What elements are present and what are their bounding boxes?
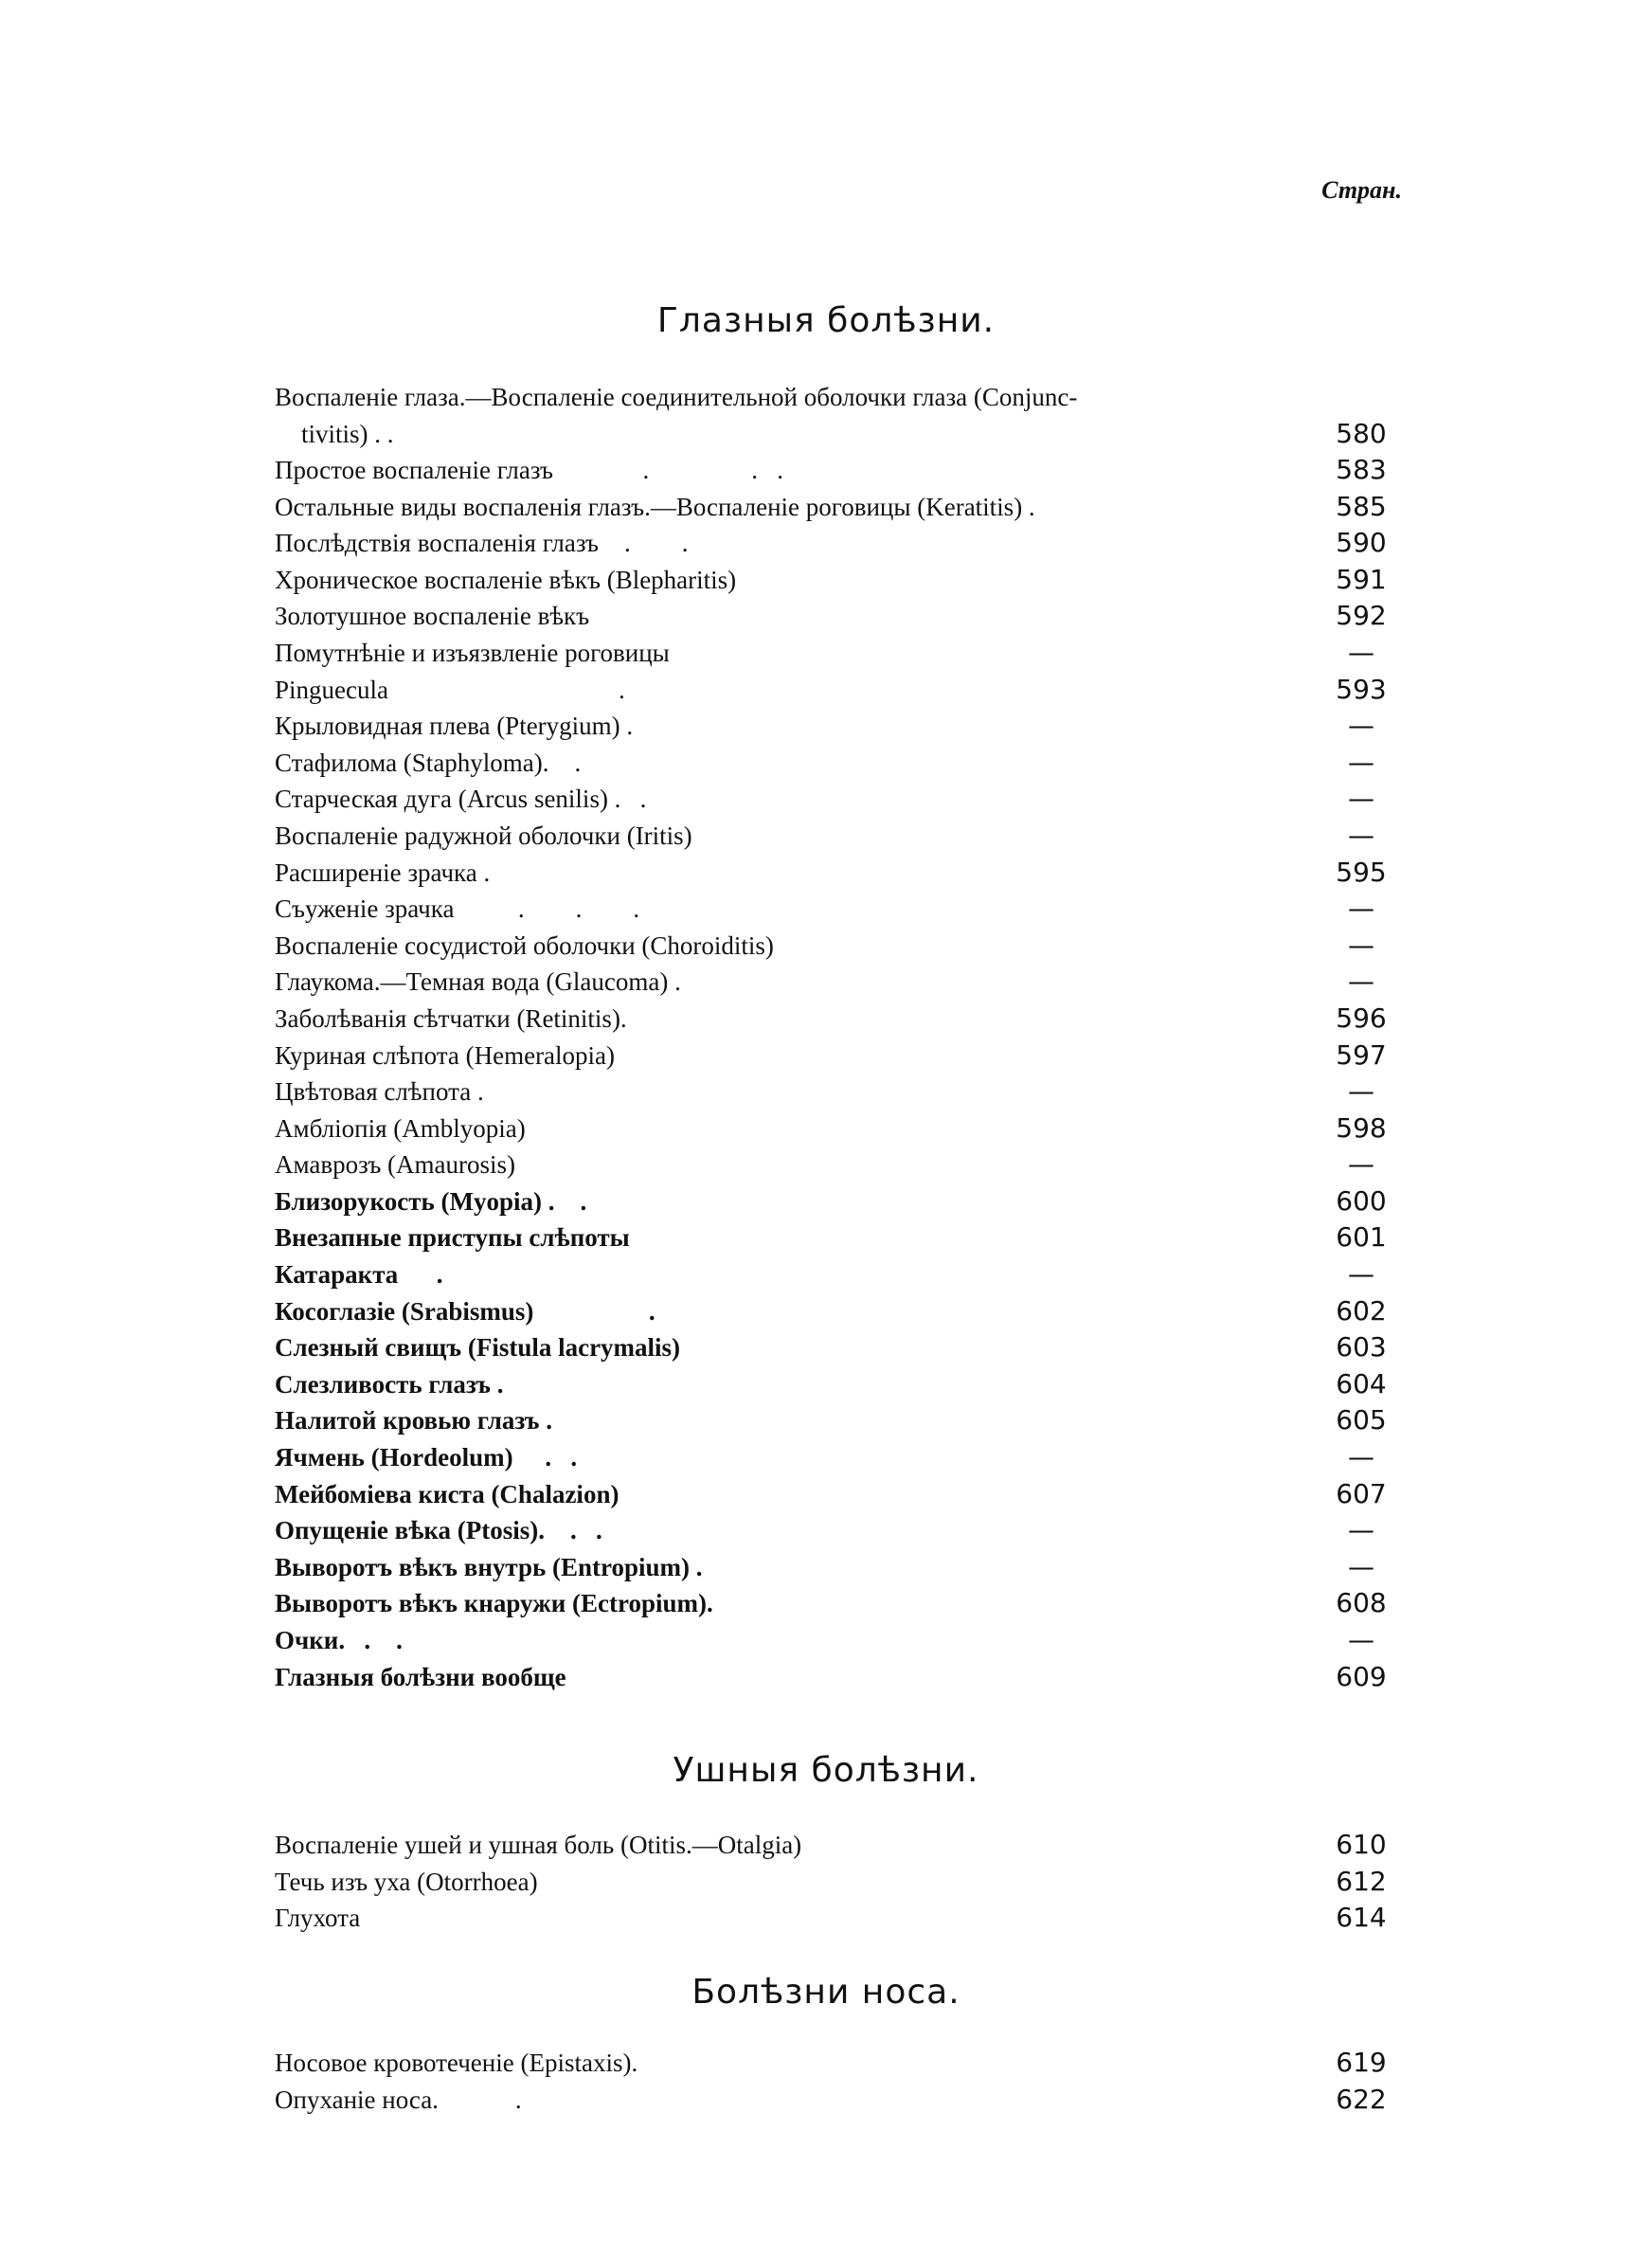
- toc-entry: [275, 1585, 1404, 1622]
- toc-entry: [275, 1366, 1404, 1403]
- toc-entry: [275, 781, 1404, 818]
- toc-entry-page: —: [1348, 929, 1374, 961]
- toc-entry: [275, 598, 1404, 635]
- toc-entry-title: Pinguecula .: [275, 675, 625, 704]
- toc-entry-title: Воспаленіе радужной оболочки (Iritis): [275, 821, 692, 850]
- toc-entry: [275, 672, 1404, 709]
- toc-entry-page: 610: [1336, 1829, 1387, 1860]
- section-title-eye-diseases: Глазныя болѣзни.: [656, 301, 996, 340]
- toc-entry-page: 595: [1336, 856, 1387, 888]
- toc-entry: [275, 379, 1404, 452]
- toc-entry-title: Катаракта .: [275, 1260, 443, 1290]
- toc-entry-title: Помутнѣніе и изъязвленіе роговицы: [275, 638, 670, 667]
- toc-entry-title: Хроническое воспаленіе вѣкъ (Blepharitis): [275, 565, 737, 594]
- toc-entry-title: Амбліопія (Amblyopia): [275, 1113, 526, 1143]
- toc-entry: [275, 525, 1404, 562]
- toc-entry-title: Близорукость (Myopia) . .: [275, 1186, 587, 1216]
- toc-entry-page: 603: [1336, 1331, 1387, 1363]
- toc-entry-title: Опуханіе носа. .: [275, 2085, 522, 2114]
- toc-entry-title: Послѣдствія воспаленія глазъ . .: [275, 529, 689, 558]
- toc-entry-page: 593: [1336, 673, 1387, 705]
- toc-entry-title: Амаврозъ (Amaurosis): [275, 1150, 516, 1180]
- toc-entry-page: 601: [1336, 1221, 1387, 1254]
- toc-entry-page: —: [1348, 1514, 1374, 1546]
- toc-entry: [275, 1476, 1404, 1513]
- toc-entry: [275, 855, 1404, 892]
- toc-entry-title: Золотушное воспаленіе вѣкъ: [275, 602, 590, 631]
- toc-entry-title: Расширеніе зрачка .: [275, 858, 491, 887]
- toc-entry-page: 607: [1336, 1477, 1387, 1509]
- toc-entry: [275, 1038, 1404, 1074]
- toc-entry-page: 583: [1336, 454, 1387, 485]
- toc-entry-title: Цвѣтовая слѣпота .: [275, 1077, 484, 1107]
- toc-entry-title: Остальные виды воспаленія глазъ.—Воспаленіе роговицы (Keratitis) .: [275, 492, 1035, 521]
- toc-entry-title: Ячмень (Hordeolum) . .: [275, 1443, 578, 1472]
- toc-entry-page: 592: [1336, 600, 1387, 632]
- toc-list-ear-diseases: [275, 1827, 1404, 1937]
- toc-entry-title: Стафилома (Staphyloma). .: [275, 748, 582, 777]
- toc-entry-page: —: [1348, 1550, 1374, 1582]
- toc-entry-title: Воспаленіе сосудистой оболочки (Choroiditis): [275, 930, 774, 960]
- toc-entry-page: 596: [1336, 1002, 1387, 1034]
- toc-entry: [275, 1900, 1404, 1937]
- toc-entry: [275, 1147, 1404, 1183]
- toc-entry: [275, 2045, 1404, 2082]
- toc-entry: [275, 562, 1404, 599]
- toc-entry-page: 604: [1336, 1367, 1387, 1399]
- toc-entry: [275, 1293, 1404, 1330]
- toc-entry-page: 580: [1336, 417, 1387, 449]
- toc-entry-page: —: [1348, 966, 1374, 998]
- toc-entry: [275, 2082, 1404, 2119]
- toc-entry: [275, 635, 1404, 672]
- toc-entry-page: 614: [1336, 1902, 1387, 1934]
- toc-entry-page: 585: [1336, 490, 1387, 522]
- toc-entry-page: —: [1348, 636, 1374, 668]
- page-column-header: Стран.: [1321, 176, 1402, 204]
- toc-entry-title: Старческая дуга (Arcus senilis) . .: [275, 785, 647, 814]
- toc-entry-title: Заболѣванія сѣтчатки (Retinitis).: [275, 1003, 627, 1033]
- toc-entry: [275, 1827, 1404, 1864]
- toc-entry-title: Косоглазіе (Srabismus) .: [275, 1296, 655, 1326]
- toc-entry-title: Выворотъ вѣкъ внутрь (Entropium) .: [275, 1552, 703, 1581]
- toc-entry: [275, 1622, 1404, 1659]
- toc-entry: [275, 1074, 1404, 1110]
- toc-entry-title: Опущеніе вѣка (Ptosis). . .: [275, 1516, 602, 1545]
- toc-entry-title: Мейбоміева киста (Chalazion): [275, 1479, 620, 1508]
- toc-entry: [275, 1659, 1404, 1696]
- toc-entry: [275, 1001, 1404, 1038]
- toc-entry: [275, 818, 1404, 855]
- toc-entry-page: —: [1348, 746, 1374, 778]
- toc-entry-page: 609: [1336, 1660, 1387, 1692]
- toc-entry: [275, 891, 1404, 928]
- toc-entry-page: 597: [1336, 1038, 1387, 1071]
- toc-entry-page: —: [1348, 819, 1374, 851]
- toc-entry: [275, 1219, 1404, 1256]
- toc-entry-title: Слезный свищъ (Fistula lacrymalis): [275, 1333, 681, 1363]
- toc-entry-page: —: [1348, 783, 1374, 815]
- toc-entry-page: —: [1348, 1075, 1374, 1108]
- toc-entry: [275, 1549, 1404, 1586]
- toc-entry-title: Крыловидная плева (Pterygium) .: [275, 712, 634, 741]
- toc-entry-page: —: [1348, 893, 1374, 925]
- toc-entry-page: 608: [1336, 1587, 1387, 1619]
- toc-entry: [275, 928, 1404, 965]
- section-title-nose-diseases: Болѣзни носа.: [691, 1973, 961, 2012]
- toc-entry-title: Простое воспаленіе глазъ . . .: [275, 456, 784, 484]
- toc-entry-page: 590: [1336, 527, 1387, 559]
- toc-entry-title: Глазныя болѣзни вообще: [275, 1662, 566, 1691]
- toc-entry: [275, 452, 1404, 489]
- toc-entry: [275, 489, 1404, 526]
- toc-entry-title: Слезливость глазъ .: [275, 1369, 504, 1399]
- toc-entry-title: Съуженіе зрачка . . .: [275, 894, 640, 924]
- toc-entry: [275, 964, 1404, 1001]
- toc-entry: [275, 1183, 1404, 1220]
- toc-entry: [275, 745, 1404, 782]
- toc-entry-title: Внезапные приступы слѣпоты: [275, 1223, 630, 1253]
- toc-entry-title: Воспаленіе ушей и ушная боль (Otitis.—Otalgia): [275, 1831, 802, 1859]
- toc-entry: [275, 1512, 1404, 1549]
- toc-entry-page: —: [1348, 1441, 1374, 1473]
- toc-entry-page: 619: [1336, 2047, 1387, 2078]
- toc-entry-title: Воспаленіе глаза.—Воспаленіе соединительной оболочки глаза (Conjunc- tivitis) . .: [275, 383, 1078, 448]
- section-title-ear-diseases: Ушныя болѣзни.: [673, 1751, 979, 1790]
- toc-entry-title: Куриная слѣпота (Hemeralopia): [275, 1040, 616, 1070]
- toc-entry-title: Выворотъ вѣкъ кнаружи (Ectropium).: [275, 1589, 713, 1618]
- toc-entry-page: 602: [1336, 1294, 1387, 1327]
- toc-entry-page: 622: [1336, 2083, 1387, 2115]
- toc-entry-page: —: [1348, 1258, 1374, 1291]
- toc-entry-title: Носовое кровотеченіе (Epistaxis).: [275, 2049, 638, 2077]
- toc-entry-title: Глухота: [275, 1904, 361, 1933]
- toc-entry-page: 591: [1336, 563, 1387, 595]
- toc-entry: [275, 708, 1404, 745]
- toc-entry: [275, 1329, 1404, 1366]
- toc-entry-title: Налитой кровью глазъ .: [275, 1406, 552, 1435]
- toc-entry-page: 605: [1336, 1404, 1387, 1436]
- toc-entry: [275, 1256, 1404, 1293]
- toc-entry-page: 600: [1336, 1184, 1387, 1217]
- toc-entry-page: —: [1348, 1624, 1374, 1655]
- toc-entry: [275, 1110, 1404, 1147]
- toc-entry: [275, 1439, 1404, 1476]
- toc-list-nose-diseases: [275, 2045, 1404, 2118]
- toc-entry-title: Течь изъ уха (Otorrhoea): [275, 1867, 538, 1896]
- toc-entry-page: —: [1348, 1148, 1374, 1181]
- toc-entry-page: 598: [1336, 1111, 1387, 1144]
- toc-entry: [275, 1402, 1404, 1439]
- toc-entry-title: Глаукома.—Темная вода (Glaucoma) .: [275, 967, 681, 997]
- toc-entry: [275, 1864, 1404, 1901]
- toc-list-eye-diseases: [275, 379, 1404, 1695]
- toc-entry-title: Очки. . .: [275, 1626, 403, 1654]
- toc-entry-page: 612: [1336, 1865, 1387, 1897]
- toc-entry-page: —: [1348, 710, 1374, 742]
